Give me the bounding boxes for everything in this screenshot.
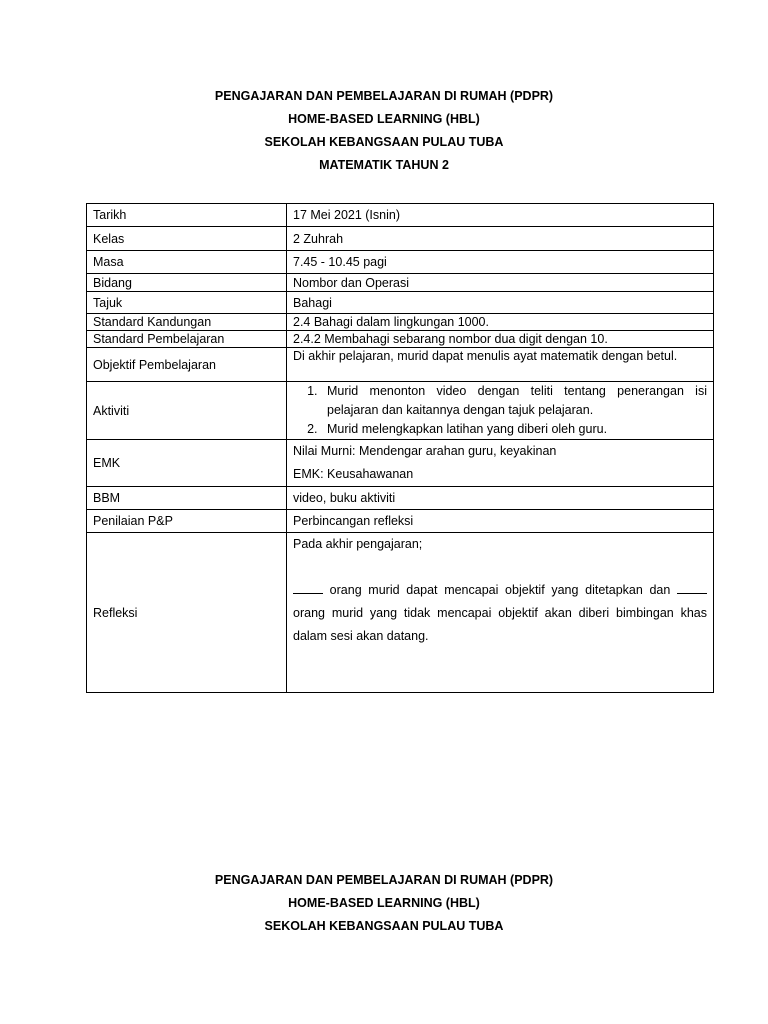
blank-line xyxy=(293,581,323,594)
emk-value xyxy=(287,440,714,487)
standard-kandungan-label: Standard Kandungan xyxy=(87,314,287,331)
table-row xyxy=(87,314,714,331)
aktiviti-value xyxy=(287,382,714,440)
aktiviti-label: Aktiviti xyxy=(87,382,287,440)
table-row xyxy=(87,274,714,292)
objektif-value: Di akhir pelajaran, murid dapat menulis ayat matematik dengan betul. xyxy=(287,348,714,382)
heading-school: SEKOLAH KEBANGSAAN PULAU TUBA xyxy=(264,919,504,933)
objektif-label: Objektif Pembelajaran xyxy=(87,348,287,382)
list-item: 1. Murid menonton video dengan teliti tentang penerangan isi pelajaran dan kaitannya dengan tajuk pelajaran. xyxy=(321,382,707,420)
heading-title: PENGAJARAN DAN PEMBELAJARAN DI RUMAH (PDPR) xyxy=(214,89,554,103)
heading-title: PENGAJARAN DAN PEMBELAJARAN DI RUMAH (PDPR) xyxy=(214,873,554,887)
table-row xyxy=(87,292,714,314)
heading-subject: MATEMATIK TAHUN 2 xyxy=(319,158,449,172)
kelas-label: Kelas xyxy=(87,227,287,251)
refleksi-intro: Pada akhir pengajaran; xyxy=(293,537,423,551)
standard-kandungan-value: 2.4 Bahagi dalam lingkungan 1000. xyxy=(287,314,714,331)
penilaian-value: Perbincangan refleksi xyxy=(287,510,714,533)
table-row xyxy=(87,251,714,274)
masa-label: Masa xyxy=(87,251,287,274)
bbm-label: BBM xyxy=(87,487,287,510)
table-row xyxy=(87,331,714,348)
lesson-plan-table xyxy=(86,203,714,693)
tajuk-value: Bahagi xyxy=(287,292,714,314)
bidang-value: Nombor dan Operasi xyxy=(287,274,714,292)
document-heading xyxy=(0,85,768,177)
bbm-value: video, buku aktiviti xyxy=(287,487,714,510)
document-heading-next-page xyxy=(0,869,768,938)
table-row xyxy=(87,510,714,533)
table-row xyxy=(87,440,714,487)
table-row xyxy=(87,227,714,251)
refleksi-value xyxy=(287,533,714,693)
heading-subtitle: HOME-BASED LEARNING (HBL) xyxy=(288,896,480,910)
standard-pembelajaran-label: Standard Pembelajaran xyxy=(87,331,287,348)
heading-school: SEKOLAH KEBANGSAAN PULAU TUBA xyxy=(264,135,504,149)
list-item: 2. Murid melengkapkan latihan yang diberi oleh guru. xyxy=(321,420,707,439)
refleksi-part2: orang murid yang tidak mencapai objektif akan diberi bimbingan khas dalam sesi akan datang. xyxy=(293,606,707,643)
masa-value: 7.45 - 10.45 pagi xyxy=(287,251,714,274)
kelas-value: 2 Zuhrah xyxy=(287,227,714,251)
table-row xyxy=(87,204,714,227)
refleksi-part1: orang murid dapat mencapai objektif yang ditetapkan dan xyxy=(323,583,677,597)
table-row xyxy=(87,533,714,693)
table-row xyxy=(87,382,714,440)
blank-line xyxy=(677,581,707,594)
refleksi-text xyxy=(293,579,707,648)
table-row xyxy=(87,348,714,382)
bidang-label: Bidang xyxy=(87,274,287,292)
emk-nilai-murni: Nilai Murni: Mendengar arahan guru, keyakinan xyxy=(293,444,557,458)
tarikh-value: 17 Mei 2021 (Isnin) xyxy=(287,204,714,227)
emk-label: EMK xyxy=(87,440,287,487)
table-row xyxy=(87,487,714,510)
penilaian-label: Penilaian P&P xyxy=(87,510,287,533)
tarikh-label: Tarikh xyxy=(87,204,287,227)
standard-pembelajaran-value: 2.4.2 Membahagi sebarang nombor dua digit dengan 10. xyxy=(287,331,714,348)
heading-subtitle: HOME-BASED LEARNING (HBL) xyxy=(288,112,480,126)
aktiviti-list xyxy=(293,382,707,439)
refleksi-label: Refleksi xyxy=(87,533,287,693)
tajuk-label: Tajuk xyxy=(87,292,287,314)
emk-keusahawanan: EMK: Keusahawanan xyxy=(293,467,414,481)
